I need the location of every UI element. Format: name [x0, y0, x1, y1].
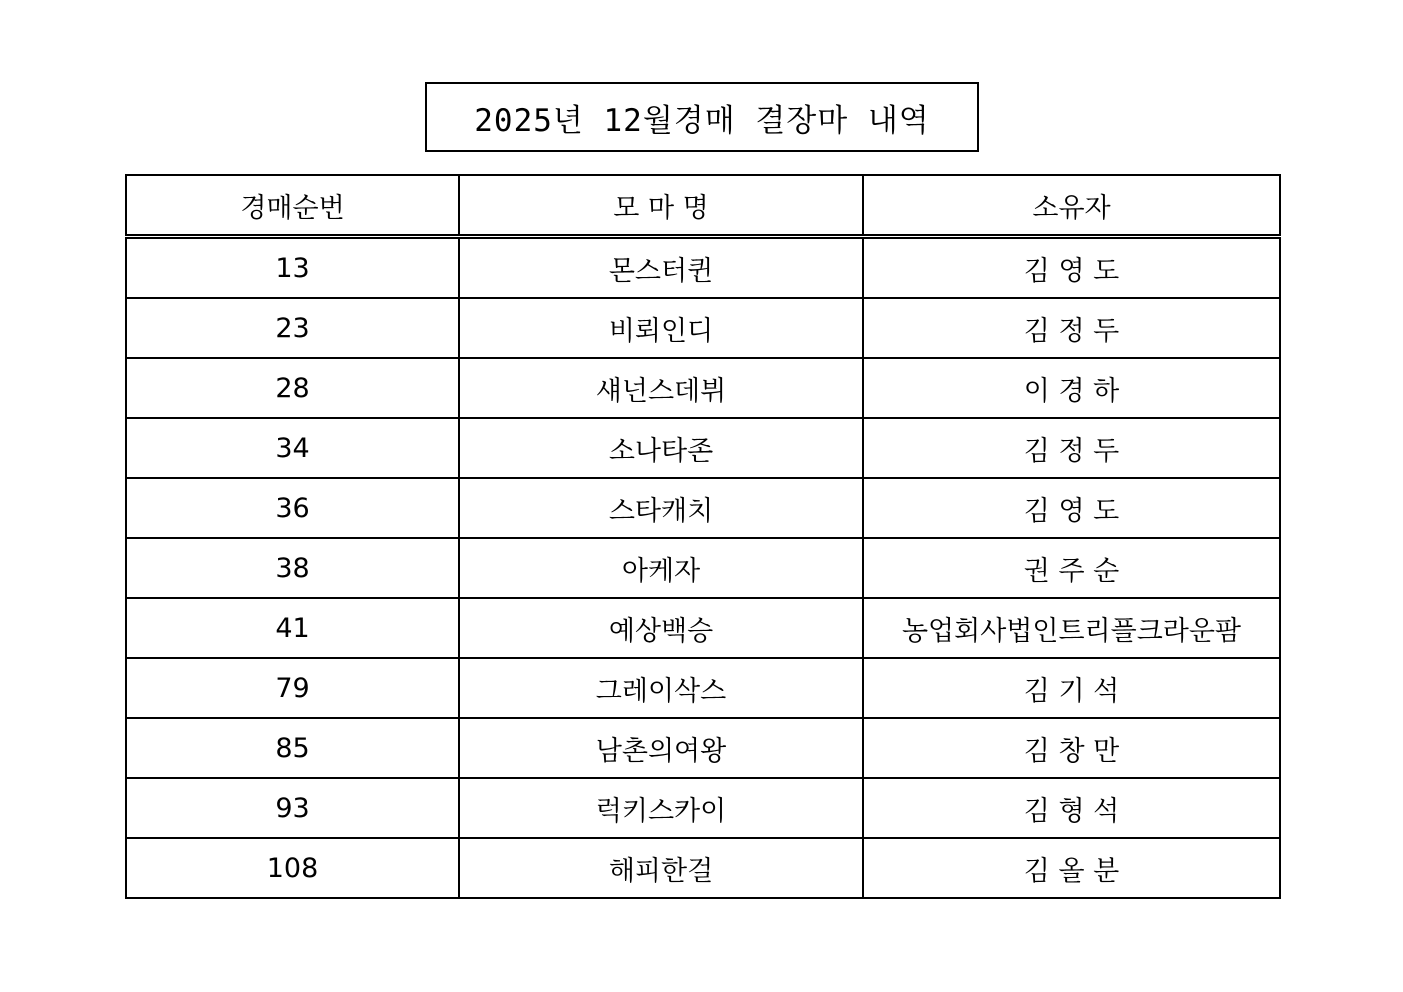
table-row — [126, 538, 1280, 598]
table-row — [126, 778, 1280, 838]
table-row — [126, 718, 1280, 778]
cell-owner: 김 창 만 — [863, 718, 1280, 778]
cell-auction-number: 93 — [126, 778, 459, 838]
cell-auction-number: 41 — [126, 598, 459, 658]
table-row — [126, 598, 1280, 658]
cell-auction-number: 34 — [126, 418, 459, 478]
cell-owner: 농업회사법인트리플크라운팜 — [863, 598, 1280, 658]
cell-auction-number: 13 — [126, 237, 459, 299]
header-owner: 소유자 — [863, 175, 1280, 237]
cell-auction-number: 85 — [126, 718, 459, 778]
page-title: 2025년 12월경매 결장마 내역 — [474, 102, 930, 139]
cell-owner: 김 형 석 — [863, 778, 1280, 838]
cell-mare-name: 아케자 — [459, 538, 863, 598]
cell-mare-name: 스타캐치 — [459, 478, 863, 538]
table-row — [126, 658, 1280, 718]
cell-owner: 김 영 도 — [863, 237, 1280, 299]
cell-mare-name: 그레이삭스 — [459, 658, 863, 718]
cell-owner: 김 정 두 — [863, 298, 1280, 358]
cell-mare-name: 예상백승 — [459, 598, 863, 658]
table-row — [126, 838, 1280, 898]
cell-mare-name: 비뢰인디 — [459, 298, 863, 358]
title-box — [425, 82, 979, 152]
cell-owner: 김 영 도 — [863, 478, 1280, 538]
table-header-row — [126, 175, 1280, 237]
cell-auction-number: 36 — [126, 478, 459, 538]
header-auction-number: 경매순번 — [126, 175, 459, 237]
cell-mare-name: 섀넌스데뷔 — [459, 358, 863, 418]
table-row — [126, 298, 1280, 358]
cell-mare-name: 럭키스카이 — [459, 778, 863, 838]
cell-auction-number: 38 — [126, 538, 459, 598]
auction-table — [125, 174, 1281, 899]
table-row — [126, 358, 1280, 418]
table-row — [126, 418, 1280, 478]
table-row — [126, 478, 1280, 538]
cell-mare-name: 몬스터퀸 — [459, 237, 863, 299]
cell-owner: 권 주 순 — [863, 538, 1280, 598]
cell-auction-number: 23 — [126, 298, 459, 358]
cell-auction-number: 28 — [126, 358, 459, 418]
cell-auction-number: 79 — [126, 658, 459, 718]
cell-mare-name: 소나타존 — [459, 418, 863, 478]
cell-owner: 이 경 하 — [863, 358, 1280, 418]
cell-owner: 김 정 두 — [863, 418, 1280, 478]
cell-owner: 김 올 분 — [863, 838, 1280, 898]
cell-mare-name: 해피한걸 — [459, 838, 863, 898]
cell-mare-name: 남촌의여왕 — [459, 718, 863, 778]
table-row — [126, 237, 1280, 299]
cell-auction-number: 108 — [126, 838, 459, 898]
header-mare-name: 모 마 명 — [459, 175, 863, 237]
cell-owner: 김 기 석 — [863, 658, 1280, 718]
